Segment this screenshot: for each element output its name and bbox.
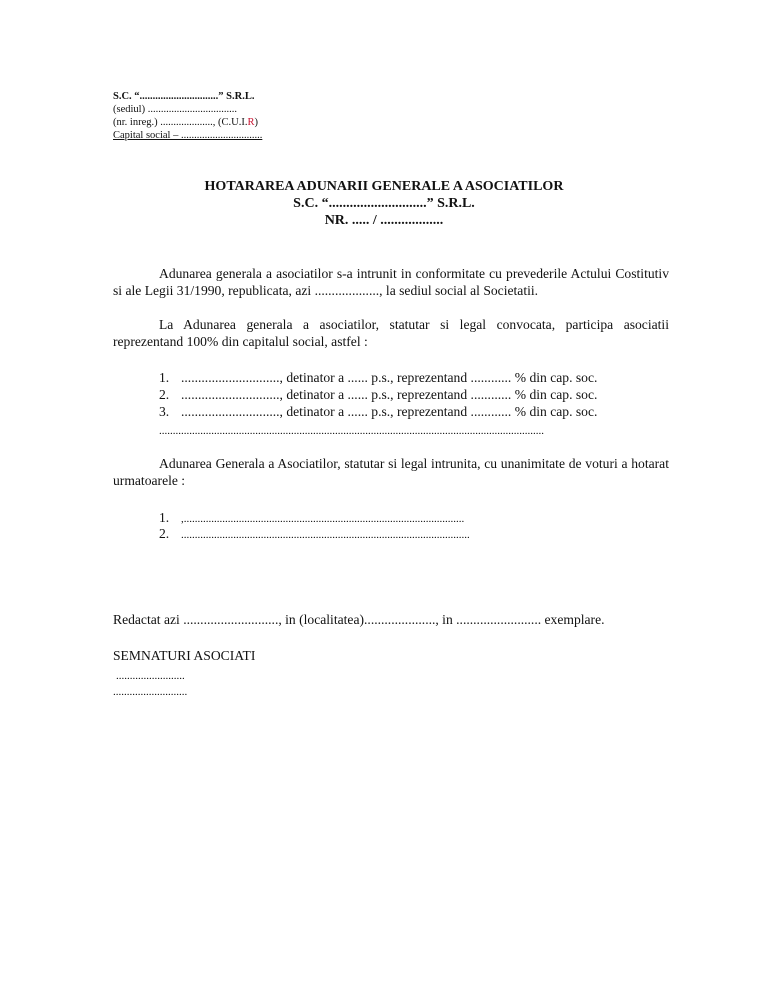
document-title: HOTARAREA ADUNARII GENERALE A ASOCIATILOR xyxy=(204,179,564,194)
signature-line: ........................... xyxy=(113,686,188,698)
associate-item: 1. ............................., detinator a ...... p.s., reprezentand ............ % din cap. soc. xyxy=(159,370,598,385)
associate-more-line: ............................................................................................................................................ xyxy=(159,425,544,437)
document-number: NR. ..... / .................. xyxy=(324,213,444,228)
signature-line: ......................... xyxy=(116,670,185,682)
document-subtitle-company: S.C. “............................” S.R.L. xyxy=(293,196,475,211)
company-capital: Capital social – ............................... xyxy=(113,130,263,141)
company-name: S.C. “..............................” S.R.L. xyxy=(113,91,255,102)
paragraph-participants: La Adunarea generala a asociatilor, statutar si legal convocata, participa asociatii reprezentand 100% din capitalul social, astfel : xyxy=(113,317,669,349)
decision-item: 2. ......................................................................................................... xyxy=(159,526,470,541)
company-registration: (nr. inreg.) ...................., (C.U.I.R) xyxy=(113,117,258,128)
associate-item: 2. ............................., detinator a ...... p.s., reprezentand ............ % din cap. soc. xyxy=(159,387,598,402)
associate-item: 3. ............................., detinator a ...... p.s., reprezentand ............ % din cap. soc. xyxy=(159,404,598,419)
company-headquarters: (sediul) .................................. xyxy=(113,104,237,115)
drafted-line: Redactat azi ............................, in (localitatea)....................., in ......................... exemplare. xyxy=(113,612,605,627)
paragraph-meeting-intro: Adunarea generala a asociatilor s-a intrunit in conformitate cu prevederile Actului Costitutiv si ale Legii 31/1990, republicata, azi ..................., la sediul social al Societatii. xyxy=(113,266,669,298)
paragraph-decision-intro: Adunarea Generala a Asociatilor, statutar si legal intrunita, cu unanimitate de voturi a hotarat urmatoarele : xyxy=(113,456,669,488)
decision-item: 1. ,...................................................................................................... xyxy=(159,510,465,525)
signatures-heading: SEMNATURI ASOCIATI xyxy=(113,648,256,663)
